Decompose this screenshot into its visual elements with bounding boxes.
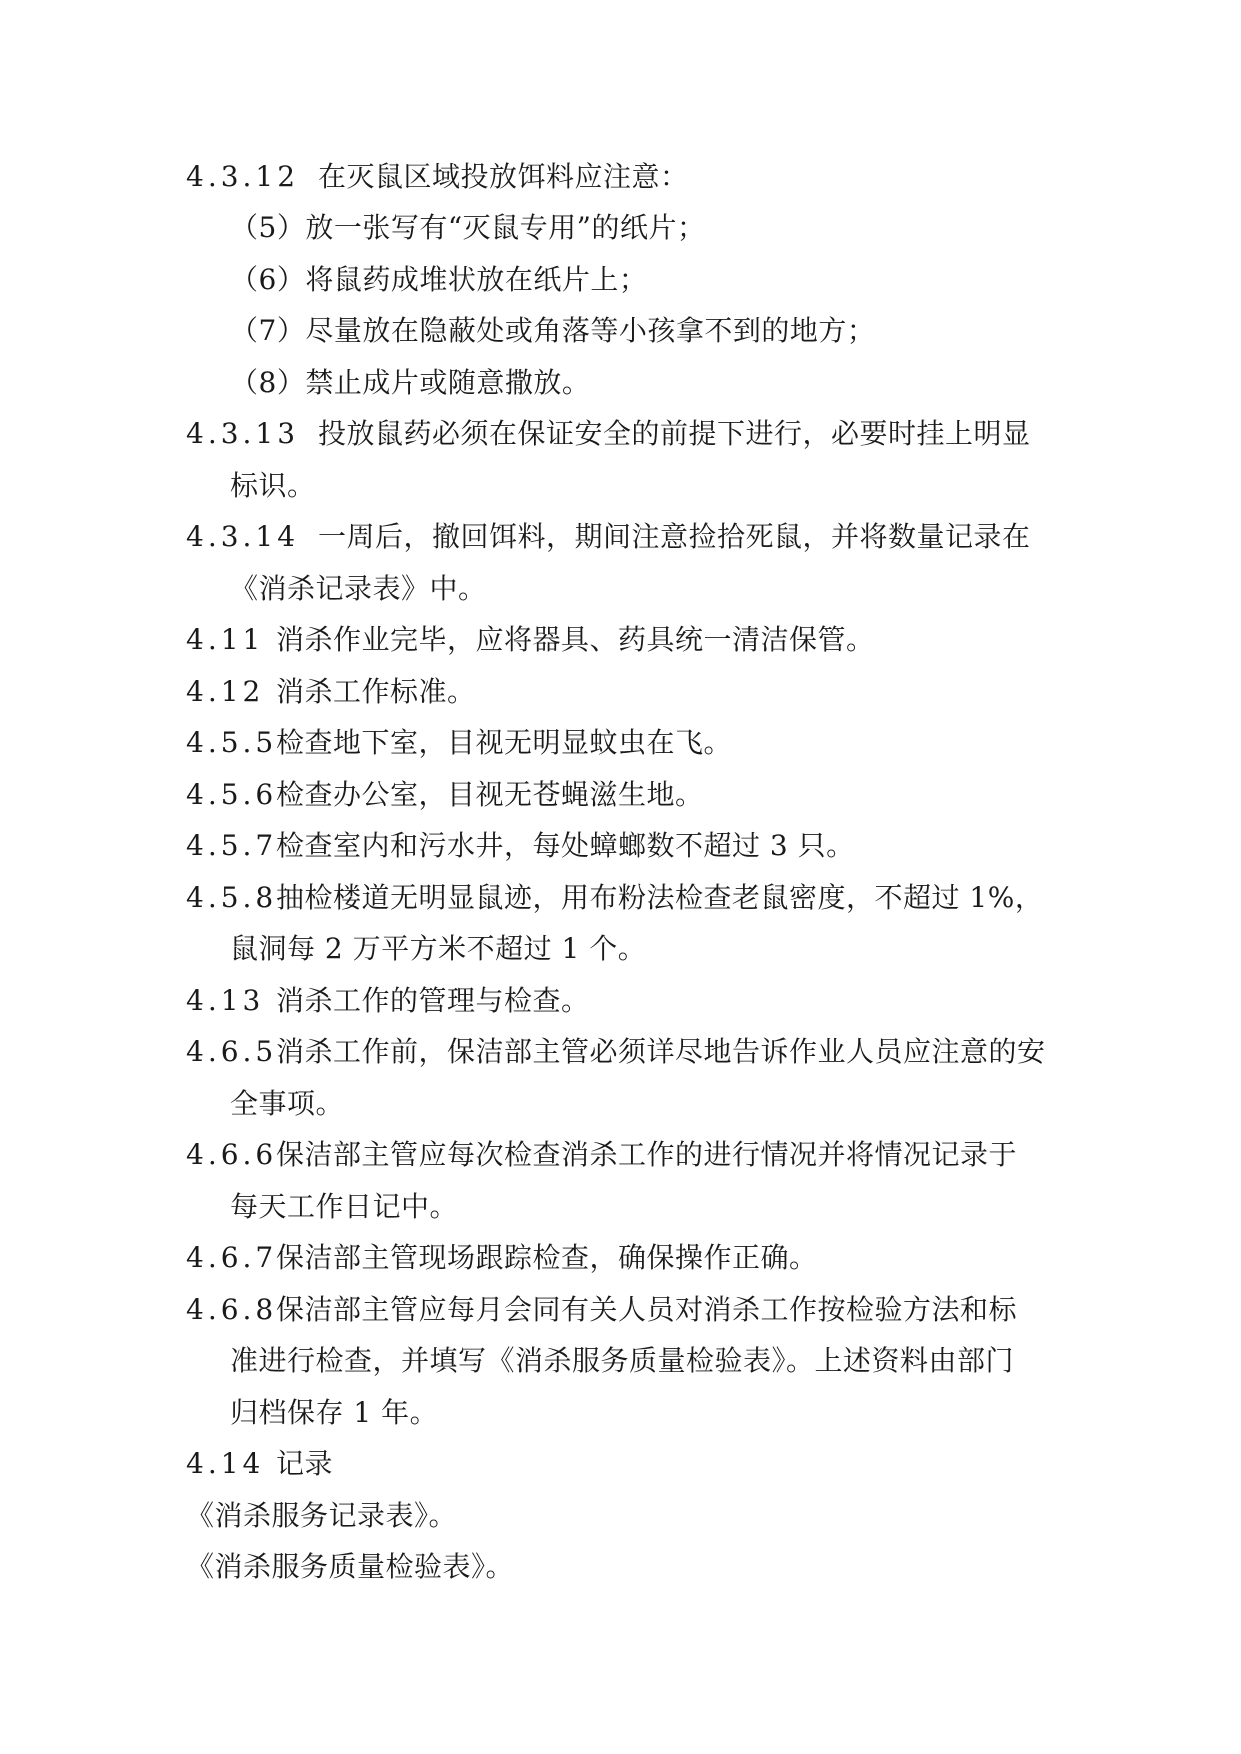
section-heading xyxy=(186,983,590,1019)
continuation-line xyxy=(230,1189,458,1225)
continuation-text: 归档保存 1 年。 xyxy=(230,1396,439,1429)
section-text: 消杀工作的管理与检查。 xyxy=(276,984,590,1017)
section-text: 记录 xyxy=(276,1447,334,1480)
section-item xyxy=(186,828,855,864)
section-text: 一周后，撤回饵料，期间注意捡拾死鼠，并将数量记录在 xyxy=(318,520,1031,553)
section-item xyxy=(186,1137,1017,1173)
section-text: 投放鼠药必须在保证安全的前提下进行，必要时挂上明显 xyxy=(318,417,1031,450)
record-text: 《消杀服务记录表》。 xyxy=(186,1499,458,1532)
section-text: 消杀工作标准。 xyxy=(276,675,476,708)
section-number: 4.6.7 xyxy=(186,1241,278,1274)
list-item xyxy=(230,210,705,246)
list-item xyxy=(230,262,647,298)
section-text: 保洁部主管现场跟踪检查，确保操作正确。 xyxy=(276,1241,818,1274)
list-item-text: （8）禁止成片或随意撒放。 xyxy=(230,366,591,399)
section-item xyxy=(186,777,704,813)
section-heading xyxy=(186,416,1031,452)
continuation-line xyxy=(230,571,487,607)
record-item xyxy=(186,1549,514,1585)
section-text: 检查室内和污水井，每处蟑螂数不超过 3 只。 xyxy=(276,829,855,862)
section-item xyxy=(186,1292,1017,1328)
continuation-line xyxy=(230,1086,344,1122)
section-text: 抽检楼道无明显鼠迹，用布粉法检查老鼠密度，不超过 1%， xyxy=(276,881,1044,914)
section-number: 4.3.14 xyxy=(186,520,300,553)
continuation-text: 鼠洞每 2 万平方米不超过 1 个。 xyxy=(230,932,647,965)
section-heading xyxy=(186,674,476,710)
list-item xyxy=(230,313,875,349)
section-text: 消杀作业完毕，应将器具、药具统一清洁保管。 xyxy=(276,623,875,656)
continuation-text: 《消杀记录表》中。 xyxy=(230,572,487,605)
section-text: 保洁部主管应每月会同有关人员对消杀工作按检验方法和标 xyxy=(276,1293,1018,1326)
section-number: 4.11 xyxy=(186,623,265,656)
record-text: 《消杀服务质量检验表》。 xyxy=(186,1550,515,1583)
section-text: 检查地下室，目视无明显蚊虫在飞。 xyxy=(276,726,733,759)
list-item-text: （6）将鼠药成堆状放在纸片上； xyxy=(230,263,648,296)
section-text: 保洁部主管应每次检查消杀工作的进行情况并将情况记录于 xyxy=(276,1138,1018,1171)
section-item xyxy=(186,725,732,761)
continuation-text: 全事项。 xyxy=(230,1087,345,1120)
continuation-line xyxy=(230,931,646,967)
continuation-text: 准进行检查，并填写《消杀服务质量检验表》。上述资料由部门 xyxy=(230,1344,1015,1377)
list-item xyxy=(230,365,590,401)
continuation-line xyxy=(230,468,316,504)
section-text: 在灭鼠区域投放饵料应注意： xyxy=(318,160,689,193)
section-number: 4.6.6 xyxy=(186,1138,278,1171)
section-number: 4.5.5 xyxy=(186,726,278,759)
section-text: 检查办公室，目视无苍蝇滋生地。 xyxy=(276,778,704,811)
section-number: 4.14 xyxy=(186,1447,265,1480)
section-number: 4.5.7 xyxy=(186,829,278,862)
section-text: 消杀工作前，保洁部主管必须详尽地告诉作业人员应注意的安 xyxy=(276,1035,1046,1068)
section-heading xyxy=(186,1446,333,1482)
section-heading xyxy=(186,622,875,658)
section-number: 4.13 xyxy=(186,984,265,1017)
continuation-text: 每天工作日记中。 xyxy=(230,1190,459,1223)
section-number: 4.6.5 xyxy=(186,1035,278,1068)
record-item xyxy=(186,1498,457,1534)
section-number: 4.3.12 xyxy=(186,160,300,193)
section-heading xyxy=(186,519,1031,555)
section-number: 4.6.8 xyxy=(186,1293,278,1326)
section-number: 4.3.13 xyxy=(186,417,300,450)
section-heading xyxy=(186,159,689,195)
list-item-text: （7）尽量放在隐蔽处或角落等小孩拿不到的地方； xyxy=(230,314,876,347)
continuation-line xyxy=(230,1395,438,1431)
list-item-text: （5）放一张写有“灭鼠专用”的纸片； xyxy=(230,211,706,244)
section-item xyxy=(186,880,1043,916)
section-number: 4.5.8 xyxy=(186,881,278,914)
section-item xyxy=(186,1240,818,1276)
section-number: 4.5.6 xyxy=(186,778,278,811)
section-number: 4.12 xyxy=(186,675,265,708)
continuation-text: 标识。 xyxy=(230,469,316,502)
continuation-line xyxy=(230,1343,1014,1379)
section-item xyxy=(186,1034,1046,1070)
